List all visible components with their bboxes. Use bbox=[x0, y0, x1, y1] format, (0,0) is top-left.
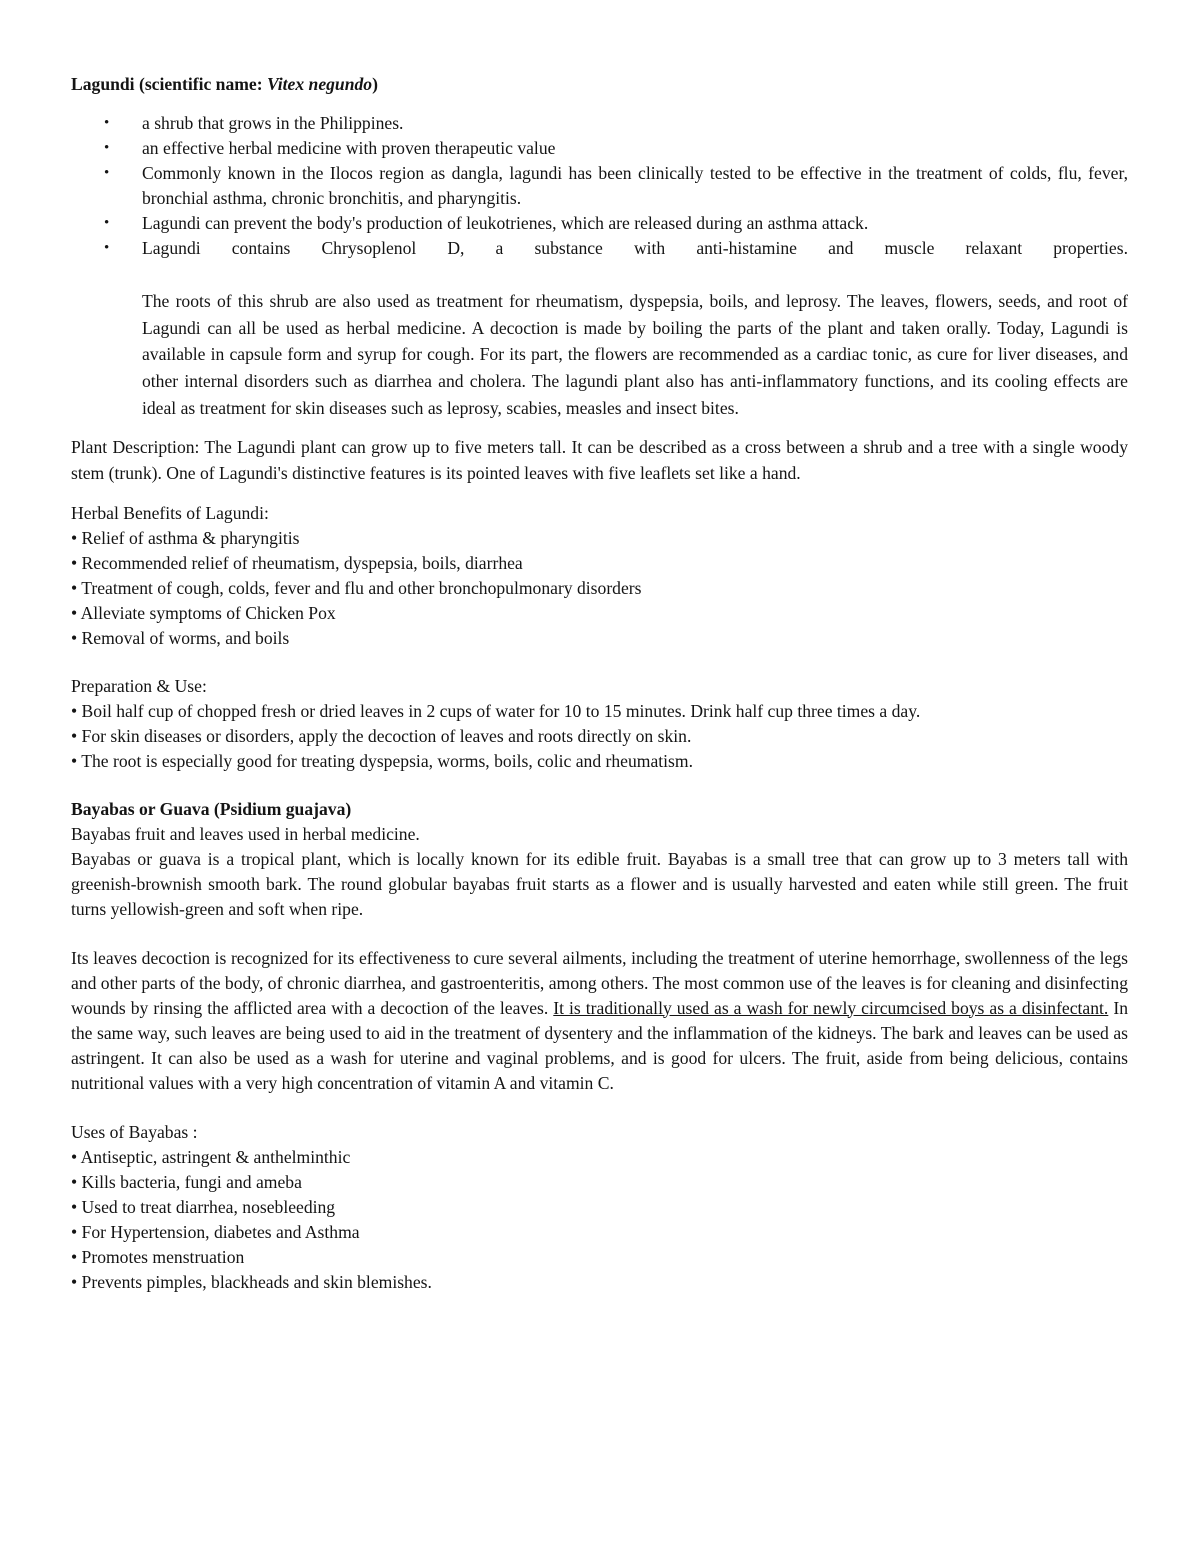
list-item: • a shrub that grows in the Philippines. bbox=[71, 111, 1128, 136]
lagundi-roots-paragraph: The roots of this shrub are also used as treatment for rheumatism, dyspepsia, boils, and leprosy. The leaves, flowers, seeds, and root of Lagundi can all be used as herbal medicine. A decoction is made by boiling the parts of the plant and taken orally. Today, Lagundi is available in capsule form and syrup for cough. For its part, the flowers are recommended as a cardiac tonic, as cure for liver diseases, and other internal disorders such as diarrhea and cholera. The lagundi plant also has anti-inflammatory functions, and its cooling effects are ideal as treatment for skin diseases such as leprosy, scabies, measles and insect bites. bbox=[142, 291, 1128, 418]
bullet-icon: • bbox=[104, 215, 110, 231]
lagundi-scientific-name: Vitex negundo bbox=[266, 74, 373, 94]
list-item: • Used to treat diarrhea, nosebleeding bbox=[71, 1196, 336, 1217]
lagundi-bullet-list bbox=[71, 111, 1128, 261]
list-item: • Recommended relief of rheumatism, dyspepsia, boils, diarrhea bbox=[71, 552, 523, 573]
lagundi-benefits-section bbox=[71, 501, 1128, 651]
list-item: • Commonly known in the Ilocos region as dangla, lagundi has been clinically tested to be effective in the treatment of colds, flu, fever, bronchial asthma, chronic bronchitis, and pharyngitis. bbox=[104, 163, 1128, 208]
bayabas-section bbox=[71, 797, 1128, 1096]
list-item: • Prevents pimples, blackheads and skin blemishes. bbox=[71, 1271, 432, 1292]
preparation-heading: Preparation & Use: bbox=[71, 675, 207, 696]
list-item: • Kills bacteria, fungi and ameba bbox=[71, 1171, 302, 1192]
bayabas-leaves-paragraph: Its leaves decoction is recognized for its effectiveness to cure several ailments, including the treatment of uterine hemorrhage, swollenness of the legs and other parts of the body, of chronic diarrhea, and gastroenteritis, among others. The most common use of the leaves is for cleaning and disinfecting wounds by rinsing the afflicted area with a decoction of the leaves. It is traditionally used as a wash for newly circumcised boys as a disinfectant. In the same way, such leaves are being used to aid in the treatment of dysentery and the inflammation of the kidneys. The bark and leaves can be used as astringent. It can also be used as a wash for uterine and vaginal problems, and is good for ulcers. The fruit, aside from being delicious, contains nutritional values with a very high concentration of vitamin A and vitamin C. bbox=[71, 947, 1128, 1093]
list-item: • Alleviate symptoms of Chicken Pox bbox=[71, 602, 336, 623]
bayabas-caption: Bayabas fruit and leaves used in herbal medicine. bbox=[71, 823, 420, 844]
bayabas-intro-paragraph: Bayabas or guava is a tropical plant, which is locally known for its edible fruit. Bayabas is a small tree that can grow up to 3 meters tall with greenish-brownish smooth bark. The round globular bayabas fruit starts as a flower and is usually harvested and eaten while still green. The fruit turns yellowish-green and soft when ripe. bbox=[71, 848, 1128, 919]
benefits-heading: Herbal Benefits of Lagundi: bbox=[71, 502, 269, 523]
list-item: • an effective herbal medicine with proven therapeutic value bbox=[71, 136, 1128, 161]
uses-heading: Uses of Bayabas : bbox=[71, 1121, 198, 1142]
bullet-icon: • bbox=[104, 140, 110, 156]
list-item: • Boil half cup of chopped fresh or dried leaves in 2 cups of water for 10 to 15 minutes. Drink half cup three times a day. bbox=[71, 700, 921, 721]
list-item: • Promotes menstruation bbox=[71, 1246, 245, 1267]
bayabas-uses-section bbox=[71, 1120, 1128, 1295]
list-item: • Antiseptic, astringent & anthelminthic bbox=[71, 1146, 351, 1167]
bullet-icon: • bbox=[104, 165, 110, 181]
list-item: • Treatment of cough, colds, fever and flu and other bronchopulmonary disorders bbox=[71, 577, 642, 598]
list-item: • For skin diseases or disorders, apply the decoction of leaves and roots directly on skin. bbox=[71, 725, 692, 746]
list-item: • The root is especially good for treating dyspepsia, worms, boils, colic and rheumatism. bbox=[71, 750, 693, 771]
bayabas-heading: Bayabas or Guava (Psidium guajava) bbox=[71, 798, 352, 819]
bullet-icon: • bbox=[104, 240, 110, 256]
lagundi-heading-start: Lagundi (scientific name: bbox=[71, 74, 267, 94]
list-item: • Relief of asthma & pharyngitis bbox=[71, 527, 300, 548]
list-item: • Removal of worms, and boils bbox=[71, 627, 290, 648]
list-item: • For Hypertension, diabetes and Asthma bbox=[71, 1221, 360, 1242]
lagundi-plant-description: Plant Description: The Lagundi plant can grow up to five meters tall. It can be described as a cross between a shrub and a tree with a single woody stem (trunk). One of Lagundi's distinctive features is its pointed leaves with five leaflets set like a hand. bbox=[71, 436, 1128, 484]
lagundi-heading-end: ) bbox=[372, 74, 378, 94]
lagundi-heading bbox=[71, 72, 1128, 97]
list-item: • Lagundi can prevent the body's production of leukotrienes, which are released during an asthma attack. bbox=[71, 211, 1128, 236]
list-item: • Lagundi contains Chrysoplenol D, a substance with anti-histamine and muscle relaxant properties. bbox=[71, 236, 1128, 261]
lagundi-preparation-section bbox=[71, 674, 1128, 774]
bullet-icon: • bbox=[104, 115, 110, 131]
underlined-sentence: It is traditionally used as a wash for newly circumcised boys as a disinfectant. bbox=[553, 997, 1109, 1018]
